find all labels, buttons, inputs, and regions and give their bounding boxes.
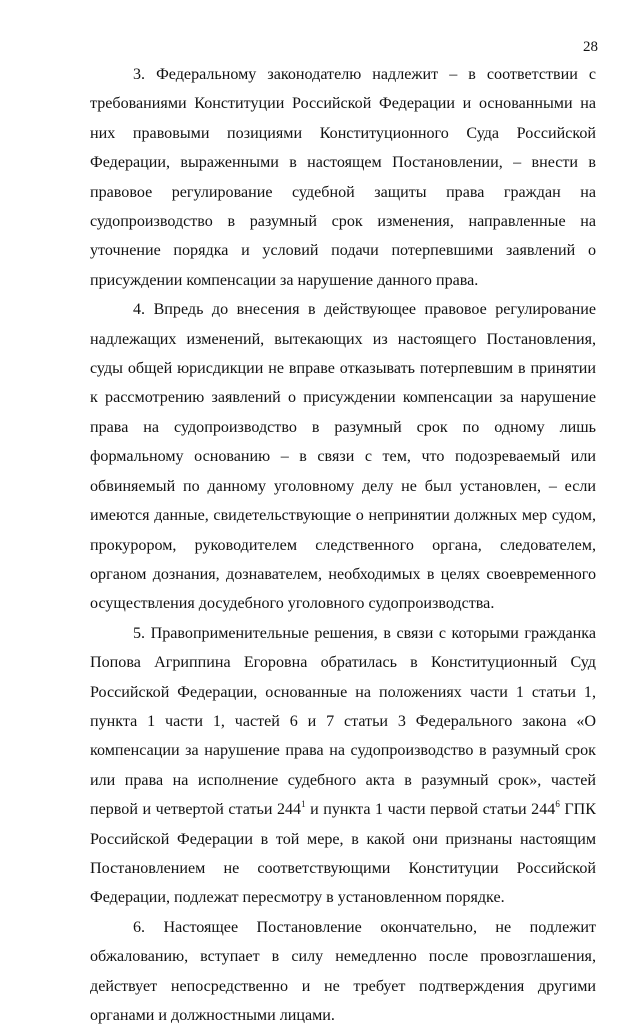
- document-body: [90, 60, 596, 1030]
- paragraph-5-text-part-2: и пункта 1 части первой статьи 244: [305, 801, 556, 819]
- superscript-6: 6: [555, 798, 560, 809]
- paragraph-5-text-part-3: ГПК Российской Федерации в той мере, в какой они признаны настоящим Постановлением не соответствующими Конституции Российской Федерации, подлежат пересмотру в установленном порядке.: [90, 801, 597, 907]
- superscript-1: 1: [301, 798, 306, 809]
- page-number: 28: [583, 39, 598, 55]
- paragraph-5: [90, 619, 596, 913]
- paragraph-5-text-part-1: 5. Правоприменительные решения, в связи с которыми гражданка Попова Агриппина Егоровна обратилась в Конституционный Суд Российской Федерации, основанные на положениях части 1 статьи 1, пункта 1 части 1, частей 6 и 7 статьи 3 Федерального закона «О компенсации за нарушение права на судопроизводство в разумный срок или права на исполнение судебного акта в разумный срок», частей первой и четвертой статьи 244: [90, 624, 596, 819]
- paragraph-6: 6. Настоящее Постановление окончательно, не подлежит обжалованию, вступает в силу немедленно после провозглашения, действует непосредственно и не требует подтверждения другими органами и должностными лицами.: [90, 918, 596, 1024]
- paragraph-3: 3. Федеральному законодателю надлежит – в соответствии с требованиями Конституции Российской Федерации и основанными на них правовыми позициями Конституционного Суда Российской Федерации, выраженными в настоящем Постановлении, – внести в правовое регулирование судебной защиты права граждан на судопроизводство в разумный срок изменения, направленные на уточнение порядка и условий подачи потерпевшими заявлений о присуждении компенсации за нарушение данного права.: [90, 66, 596, 289]
- paragraph-4: 4. Впредь до внесения в действующее правовое регулирование надлежащих изменений, вытекающих из настоящего Постановления, суды общей юрисдикции не вправе отказывать потерпевшим в принятии к рассмотрению заявлений о присуждении компенсации за нарушение права на судопроизводство в разумный срок по одному лишь формальному основанию – в связи с тем, что подозреваемый или обвиняемый по данному уголовному делу не был установлен, – если имеются данные, свидетельствующие о непринятии должных мер судом, прокурором, руководителем следственного органа, следователем, органом дознания, дознавателем, необходимых в целях своевременного осуществления досудебного уголовного судопроизводства.: [90, 301, 596, 613]
